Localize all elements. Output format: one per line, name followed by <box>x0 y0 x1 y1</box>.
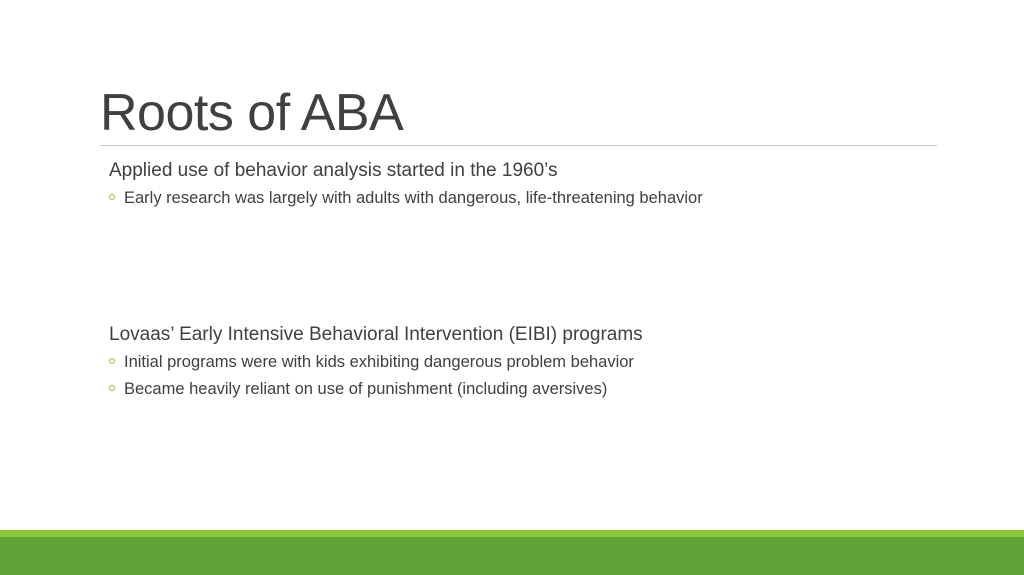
bullet-text: Became heavily reliant on use of punishment (including aversives) <box>124 380 608 398</box>
hollow-circle-bullet-icon <box>109 194 115 200</box>
bullet-text: Early research was largely with adults with dangerous, life-threatening behavior <box>124 189 703 207</box>
footer-accent-stripe <box>0 530 1024 537</box>
bullet-item-early-research <box>109 186 939 210</box>
footer-band <box>0 537 1024 575</box>
section-heading-applied-use: Applied use of behavior analysis started in the 1960’s <box>109 160 558 181</box>
content-section-roots <box>109 158 939 210</box>
content-section-lovaas <box>109 322 939 401</box>
title-divider <box>100 145 937 146</box>
bullet-item-punishment <box>109 377 939 401</box>
hollow-circle-bullet-icon <box>109 358 115 364</box>
hollow-circle-bullet-icon <box>109 385 115 391</box>
slide-title: Roots of ABA <box>100 84 404 142</box>
bullet-item-initial-programs <box>109 350 939 374</box>
bullet-text: Initial programs were with kids exhibiting dangerous problem behavior <box>124 353 634 371</box>
section-heading-lovaas-eibi: Lovaas’ Early Intensive Behavioral Intervention (EIBI) programs <box>109 324 643 345</box>
